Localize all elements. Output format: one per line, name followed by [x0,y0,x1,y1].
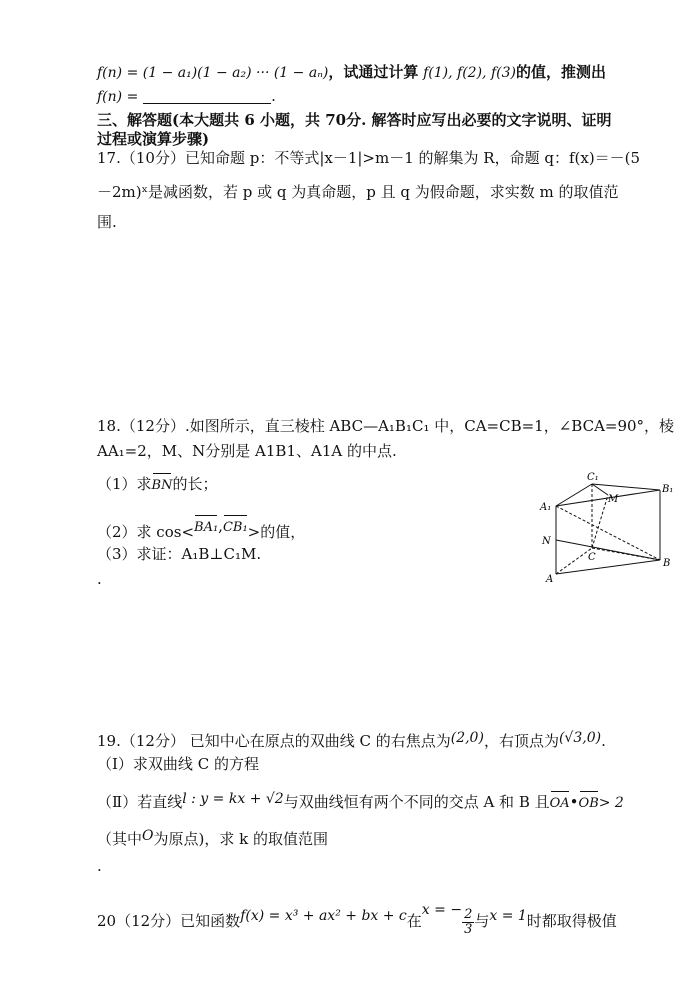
q18-dot: . [97,570,102,588]
label-b1: B₁ [662,484,674,495]
label-m: M [608,494,619,505]
fn-definition: f(n) = (1 − a₁)(1 − a₂) ··· (1 − aₙ) [97,65,329,81]
cubic-function: f(x) = x³ + ax² + bx + c [240,908,407,924]
q19-line1: 19.（12分） 已知中心在原点的双曲线 C 的右焦点为(2,0)，右顶点为(√3,0). [97,730,606,750]
q19-part3: （其中O为原点)，求 k 的取值范围 [97,828,328,848]
q18-part1: （1）求BN的长； [97,474,218,496]
label-c1: C₁ [587,472,599,483]
label-a1: A₁ [540,502,552,513]
vertex-point: (√3,0) [558,730,602,746]
vector-bn: BN [152,476,173,496]
q16-text2: 的值，推测出 [515,63,606,81]
vector-ba1: BA₁ [194,518,218,538]
q16-text1: ，试通过计算 [328,63,419,81]
q18-line1: 18.（12分）.如图所示，直三棱柱 ABC—A₁B₁C₁ 中，CA=CB=1，∠BCA=90°，棱 [97,417,675,435]
section3-line2: 过程或演算步骤) [97,130,210,148]
label-b: B [663,558,671,569]
q17-line2: －2m)ˣ是减函数，若 p 或 q 为真命题，p 且 q 为假命题，求实数 m 的取值范 [97,183,619,201]
q19-part2: （Ⅱ）若直线l : y = kx + √2与双曲线恒有两个不同的交点 A 和 B 且OA•OB> 2 [97,789,624,814]
label-n: N [542,536,551,547]
fn-values: f(1), f(2), f(3) [423,65,516,81]
q17-line3: 围. [97,213,117,231]
vector-cb1: CB₁ [223,518,248,538]
prism-figure [536,470,676,588]
q18-part2: （2）求 cos<BA₁,CB₁>的值， [97,517,306,541]
x-value-2: x = 1 [489,908,527,924]
fn-label: f(n) = [97,89,139,105]
q18-part3: （3）求证：A₁B⊥C₁M. [97,545,262,563]
focus-point: (2,0) [450,730,484,746]
q16-line1 [97,62,606,83]
q16-period: . [271,87,276,105]
vector-oa: OA [550,794,570,814]
q20-line: 20（12分）已知函数f(x) = x³ + ax² + bx + c在x = − $\frac{2}{3}$ 与x = 1时都取得极值 [97,902,617,937]
fraction-two-thirds: $\frac{2}{3}$ [464,906,473,937]
origin-symbol: O [142,828,154,844]
answer-blank[interactable] [143,89,271,104]
q19-part1: （Ⅰ）求双曲线 C 的方程 [97,755,259,773]
q19-dot: . [97,857,102,875]
label-c: C [588,552,596,563]
x-value-1: x = − [421,902,463,918]
label-a: A [546,574,554,585]
section3-line1: 三、解答题(本大题共 6 小题，共 70分. 解答时应写出必要的文字说明、证明 [97,111,612,129]
q17-line1: 17.（10分）已知命题 p：不等式|x－1|>m－1 的解集为 R，命题 q：f(x)＝－(5 [97,149,641,167]
q18-line2: AA₁=2，M、N分别是 A1B1、A1A 的中点. [97,442,397,460]
line-equation: l : y = kx + √2 [182,791,284,807]
q16-line2 [97,86,276,107]
vector-ob: OB [579,794,599,814]
